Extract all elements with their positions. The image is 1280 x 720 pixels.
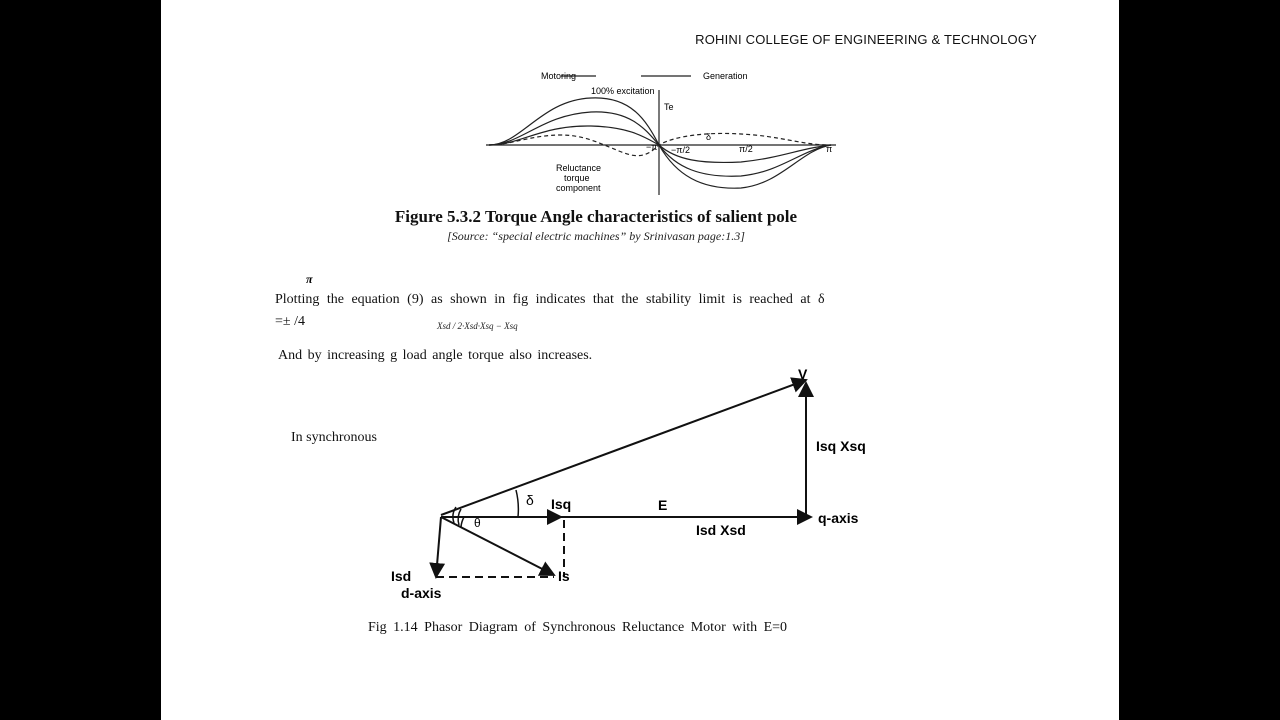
delta-label: δ (706, 132, 712, 142)
neg-pi-half-label: −π/2 (671, 145, 690, 155)
isd-label: Isd (391, 568, 412, 584)
pi-half-label: π/2 (739, 144, 753, 154)
generation-label: Generation (703, 71, 748, 81)
figure1-source: [Source: “special electric machines” by Srinivasan page:1.3] (447, 229, 745, 243)
d-axis-label: d-axis (401, 585, 442, 601)
paragraph-load-angle: And by increasing g load angle torque also increases. (278, 348, 593, 363)
figure2-caption: Fig 1.14 Phasor Diagram of Synchronous Reluctance Motor with E=0 (368, 620, 788, 635)
isq-label: Isq (551, 496, 572, 512)
excitation-label: 100% excitation (591, 86, 655, 96)
motoring-label: Motoring (541, 71, 577, 81)
paragraph-stability-line2: =± /4 (275, 314, 305, 329)
curve-100-excitation (489, 98, 831, 188)
neg-pi-label: −π (646, 142, 658, 152)
formula: Xsd / 2·Xsd·Xsq − Xsq (437, 321, 518, 331)
reluctance-label-line3: component (556, 183, 601, 193)
delta-arc (516, 490, 518, 517)
te-label: Te (664, 102, 674, 112)
reluctance-label-line1: Reluctance (556, 163, 602, 173)
isd-phasor (436, 517, 441, 577)
theta-arc (461, 517, 464, 527)
q-axis-label: q-axis (818, 510, 859, 526)
paragraph-stability-line1: Plotting the equation (9) as shown in fig indicates that the stability limit is reached at δ (275, 292, 825, 307)
isd-xsd-label: Isd Xsd (696, 522, 746, 538)
v-phasor (441, 380, 806, 515)
torque-angle-figure (481, 60, 841, 200)
theta-label: θ (474, 516, 481, 530)
document-page (161, 0, 1119, 720)
in-synchronous-text: In synchronous (291, 430, 377, 445)
phasor-diagram (386, 365, 906, 605)
pi-symbol: π (306, 272, 313, 286)
figure1-caption: Figure 5.3.2 Torque Angle characteristics of salient pole (394, 207, 798, 226)
is-phasor (441, 517, 554, 575)
e-label: E (658, 497, 668, 513)
delta-label: δ (526, 492, 534, 508)
is-label: Is (558, 568, 570, 584)
college-header: ROHINI COLLEGE OF ENGINEERING & TECHNOLOGY (695, 32, 1037, 47)
reluctance-label-line2: torque (564, 173, 590, 183)
isq-xsq-label: Isq Xsq (816, 438, 866, 454)
pi-label: π (826, 144, 833, 154)
v-label: V (798, 366, 808, 382)
